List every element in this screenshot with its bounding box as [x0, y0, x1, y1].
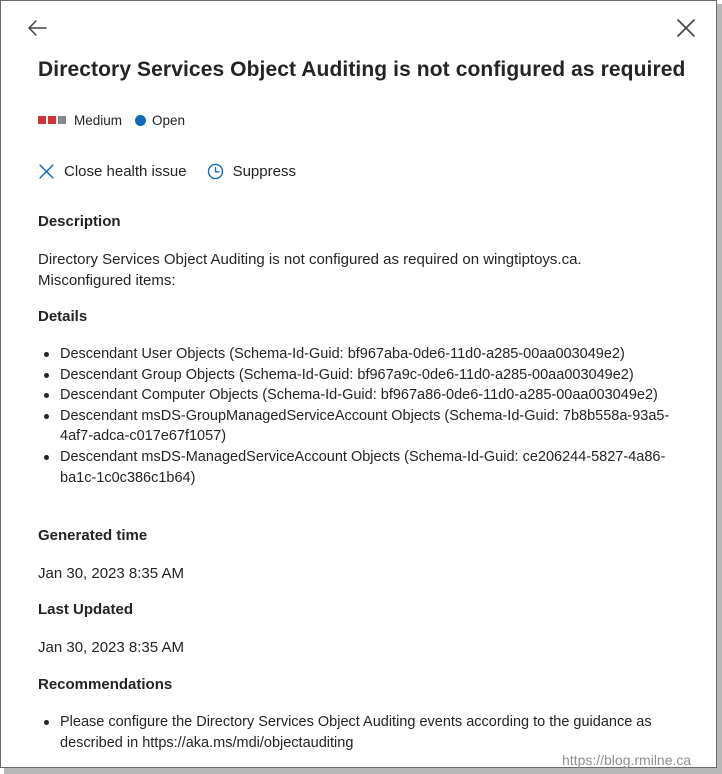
generated-time-value: Jan 30, 2023 8:35 AM	[38, 565, 184, 582]
severity-status-row	[38, 111, 185, 129]
description-line-1: Directory Services Object Auditing is not configured as required on wingtiptoys.ca.	[38, 251, 582, 268]
panel-shadow-bottom	[4, 768, 722, 774]
close-icon[interactable]	[674, 16, 698, 40]
severity-segment	[48, 116, 56, 124]
last-updated-value: Jan 30, 2023 8:35 AM	[38, 639, 184, 656]
watermark: https://blog.rmilne.ca	[562, 752, 692, 768]
status-label: Open	[152, 112, 186, 128]
page-title: Directory Services Object Auditing is not configured as required	[38, 58, 686, 81]
status-dot-icon	[135, 115, 146, 126]
list-item: Descendant Computer Objects (Schema-Id-Guid: bf967a86-0de6-11d0-a285-00aa003049e2)	[60, 385, 682, 406]
list-item: Descendant User Objects (Schema-Id-Guid: bf967aba-0de6-11d0-a285-00aa003049e2)	[60, 344, 682, 365]
severity-segment	[38, 116, 46, 124]
close-health-issue-label: Close health issue	[64, 163, 187, 180]
description-heading: Description	[38, 213, 121, 230]
details-list	[38, 344, 682, 488]
list-item: Descendant msDS-ManagedServiceAccount Objects (Schema-Id-Guid: ce206244-5827-4a86-ba1c-1c0c386c1b64)	[60, 447, 682, 488]
severity-icon	[38, 116, 66, 124]
last-updated-heading: Last Updated	[38, 601, 134, 618]
close-health-issue-button[interactable]	[38, 163, 187, 180]
action-bar	[38, 163, 316, 180]
list-item: Please configure the Directory Services Object Auditing events according to the guidance as described in https://aka.ms/mdi/objectauditing	[60, 712, 682, 753]
dismiss-icon	[38, 163, 55, 180]
list-item: Descendant msDS-GroupManagedServiceAccount Objects (Schema-Id-Guid: 7b8b558a-93a5-4af7-adca-c017e67f1057)	[60, 406, 682, 447]
list-item: Descendant Group Objects (Schema-Id-Guid: bf967a9c-0de6-11d0-a285-00aa003049e2)	[60, 365, 682, 386]
clock-icon	[207, 163, 224, 180]
suppress-button[interactable]	[207, 163, 296, 180]
recommendations-heading: Recommendations	[38, 676, 173, 693]
details-heading: Details	[38, 308, 88, 325]
recommendations-list	[38, 712, 682, 753]
description-text	[38, 249, 678, 291]
description-line-2: Misconfigured items:	[38, 272, 176, 289]
severity-segment	[58, 116, 66, 124]
generated-time-heading: Generated time	[38, 527, 148, 544]
panel-shadow-right	[717, 4, 722, 774]
severity-label: Medium	[74, 112, 123, 128]
back-arrow-icon[interactable]	[25, 16, 49, 40]
suppress-label: Suppress	[232, 163, 296, 180]
